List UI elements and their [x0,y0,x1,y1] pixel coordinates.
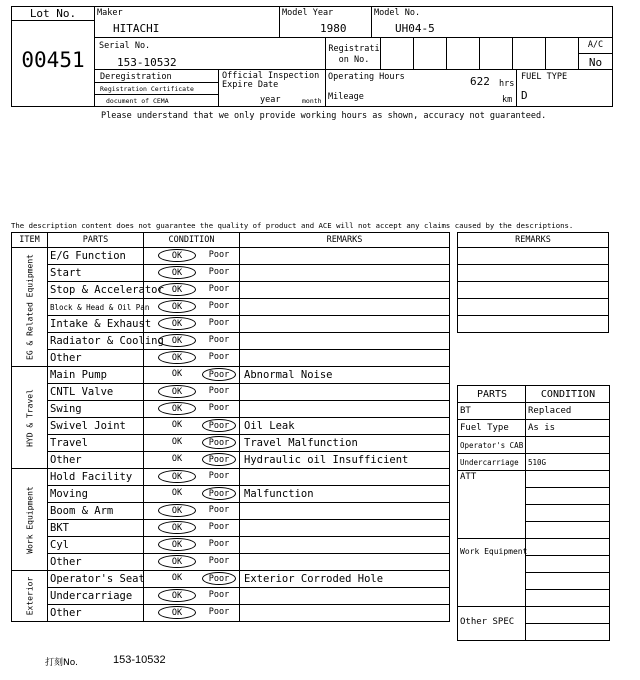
lot-label: Lot No. [29,7,77,20]
right-col-parts: PARTS [458,386,526,403]
stamp-value: 153-10532 [113,654,166,666]
poor-option: Poor [208,505,230,515]
ok-option: OK [158,317,196,330]
category-cell [12,469,48,571]
right-part-condition [526,437,610,454]
table-row [12,435,450,452]
part-name: Other [48,452,144,469]
table-row [12,605,450,622]
part-name: Other [48,554,144,571]
poor-option: Poor [208,386,230,396]
condition-cell [144,248,240,265]
condition-cell [144,554,240,571]
right-block-label: ATT [458,471,526,539]
divider [94,69,613,70]
category-label: EG & Related Equipment [25,254,34,360]
poor-option: Poor [208,471,230,481]
right-col-condition: CONDITION [526,386,610,403]
ok-option: OK [171,454,183,464]
right-parts-row [458,607,610,624]
model-no-label: Model No. [374,8,421,18]
condition-table [11,232,450,622]
remark-cell [240,282,450,299]
poor-option: Poor [202,368,236,381]
table-row [12,537,450,554]
divider [371,6,372,37]
ok-option: OK [158,249,196,262]
ok-option: OK [171,437,183,447]
table-row [12,282,450,299]
poor-option: Poor [208,267,230,277]
right-part-name: Operator's CAB [458,437,526,454]
disclaimer: The description content does not guarantee the quality of product and ACE will not accept any claims caused by the descriptions. [11,221,574,230]
part-name: Stop & Accelerator [48,282,144,299]
divider [94,82,218,83]
right-part-name: Undercarriage [458,454,526,471]
remark-cell [240,588,450,605]
serial-value: 153-10532 [117,56,177,69]
condition-cell [144,350,240,367]
right-part-condition [526,539,610,556]
condition-cell [144,316,240,333]
ok-option: OK [158,334,196,347]
divider [218,69,219,107]
accuracy-notice: Please understand that we only provide working hours as shown, accuracy not guaranteed. [101,111,547,121]
hrs-label: hrs [499,79,515,89]
remark-cell [240,503,450,520]
registration-certificate-label: Registration Certificate [100,85,194,93]
part-name: Other [48,350,144,367]
part-name: Moving [48,486,144,503]
fuel-type-label: FUEL TYPE [521,72,568,82]
table-row [12,588,450,605]
right-remarks-body [458,248,609,333]
table-row [12,316,450,333]
right-remarks-table [457,232,609,333]
category-cell [12,571,48,622]
table-body [12,248,450,622]
remark-cell [240,248,450,265]
part-name: Other [48,605,144,622]
ac-value: No [588,56,603,69]
remark-cell [240,520,450,537]
divider [479,37,480,69]
poor-option: Poor [208,301,230,311]
ac-label: A/C [587,40,604,50]
condition-cell [144,384,240,401]
ok-option: OK [158,521,196,534]
condition-cell [144,503,240,520]
right-parts-row [458,539,610,556]
divider [279,6,280,37]
category-label: HYD & Travel [25,388,34,447]
divider [11,20,95,21]
col-item: ITEM [12,233,48,248]
serial-label: Serial No. [99,41,151,51]
model-year-label: Model Year [282,8,334,18]
category-label: Work Equipment [25,485,34,554]
part-name: Travel [48,435,144,452]
poor-option: Poor [202,436,236,449]
category-cell [12,367,48,469]
ok-option: OK [158,351,196,364]
mileage-label: Mileage [328,92,364,102]
ok-option: OK [171,573,183,583]
table-row [12,452,450,469]
remark-cell [240,401,450,418]
table-row [12,350,450,367]
table-row [12,469,450,486]
right-part-name: Fuel Type [458,420,526,437]
remark-cell [240,605,450,622]
right-remarks-row [458,282,609,299]
divider [94,94,218,95]
category-label: Exterior [25,576,34,616]
poor-option: Poor [208,522,230,532]
poor-option: Poor [208,539,230,549]
right-remarks-cell [458,316,609,333]
part-name: Intake & Exhaust [48,316,144,333]
right-block-label: Other SPEC [458,607,526,641]
right-remarks-row [458,316,609,333]
right-part-condition [526,488,610,505]
poor-option: Poor [208,318,230,328]
lot-number: 00451 [21,48,85,72]
divider [413,37,414,69]
condition-cell [144,418,240,435]
poor-option: Poor [208,284,230,294]
part-name: BKT [48,520,144,537]
category-cell [12,248,48,367]
right-parts-table [457,385,610,641]
condition-cell [144,367,240,384]
condition-cell [144,435,240,452]
ok-option: OK [171,420,183,430]
divider [512,37,513,69]
maker-label: Maker [97,8,123,18]
condition-cell [144,401,240,418]
part-name: Swing [48,401,144,418]
right-part-condition [526,522,610,539]
condition-cell [144,537,240,554]
inspection-label-2: Expire Date [222,80,279,90]
remark-cell [240,299,450,316]
remark-cell [240,333,450,350]
poor-option: Poor [208,403,230,413]
right-remarks-header: REMARKS [458,233,609,248]
table-row [12,299,450,316]
poor-option: Poor [208,607,230,617]
remark-cell [240,384,450,401]
right-part-condition: As is [526,420,610,437]
model-year-value: 1980 [320,22,347,35]
remark-cell: Hydraulic oil Insufficient [240,452,450,469]
ok-option: OK [158,402,196,415]
right-remarks-cell [458,282,609,299]
operating-hours-value: 622 [470,75,490,88]
remark-cell [240,316,450,333]
right-remarks-cell [458,265,609,282]
right-remarks-row [458,265,609,282]
remark-cell [240,537,450,554]
part-name: Undercarriage [48,588,144,605]
poor-option: Poor [208,556,230,566]
remark-cell [240,554,450,571]
ok-option: OK [158,266,196,279]
cema-label: document of CEMA [106,97,169,105]
right-parts-body [458,403,610,641]
part-name: Swivel Joint [48,418,144,435]
ok-option: OK [158,589,196,602]
part-name: Start [48,265,144,282]
poor-option: Poor [202,453,236,466]
part-name: Operator's Seat [48,571,144,588]
table-row [12,367,450,384]
right-parts-row [458,454,610,471]
remark-cell [240,265,450,282]
table-row [12,554,450,571]
divider [94,37,613,38]
poor-option: Poor [208,352,230,362]
right-part-condition [526,573,610,590]
table-row [12,418,450,435]
part-name: E/G Function [48,248,144,265]
part-name: Radiator & Cooling [48,333,144,350]
ok-option: OK [158,385,196,398]
month-label: month [302,97,322,105]
table-row [12,486,450,503]
stamp-label: 打刻No. [45,658,78,668]
fuel-type-value: D [521,89,528,102]
table-header-row [12,233,450,248]
col-parts: PARTS [48,233,144,248]
divider [380,37,381,69]
ok-option: OK [158,606,196,619]
ok-option: OK [171,369,183,379]
deregistration-label: Deregistration [100,72,172,82]
col-condition: CONDITION [144,233,240,248]
part-name: Block & Head & Oil Pan [48,299,144,316]
ok-option: OK [158,555,196,568]
right-parts-row [458,471,610,488]
condition-cell [144,469,240,486]
remark-cell: Oil Leak [240,418,450,435]
divider [325,37,326,107]
condition-cell [144,520,240,537]
table-row [12,520,450,537]
part-name: Cyl [48,537,144,554]
table-row [12,503,450,520]
right-remarks-cell [458,299,609,316]
divider [578,53,613,54]
table-row [12,265,450,282]
condition-cell [144,333,240,350]
poor-option: Poor [208,250,230,260]
right-part-condition [526,607,610,624]
remark-cell: Travel Malfunction [240,435,450,452]
condition-cell [144,265,240,282]
right-part-condition: 510G [526,454,610,471]
ok-option: OK [158,538,196,551]
right-remarks-row [458,248,609,265]
condition-cell [144,282,240,299]
right-parts-row [458,403,610,420]
right-block-label: Work Equipment [458,539,526,607]
ok-option: OK [158,504,196,517]
ok-option: OK [158,470,196,483]
table-row [12,384,450,401]
condition-cell [144,299,240,316]
table-row [12,248,450,265]
part-name: CNTL Valve [48,384,144,401]
poor-option: Poor [202,419,236,432]
registration-label: Registrati [328,44,380,54]
km-label: km [502,95,513,105]
right-parts-row [458,420,610,437]
part-name: Boom & Arm [48,503,144,520]
right-part-name: BT [458,403,526,420]
model-no-value: UH04-5 [395,22,435,35]
poor-option: Poor [202,487,236,500]
divider [516,69,517,107]
table-row [12,401,450,418]
ok-option: OK [158,283,196,296]
remark-cell: Abnormal Noise [240,367,450,384]
right-part-condition [526,471,610,488]
condition-cell [144,486,240,503]
right-remarks-cell [458,248,609,265]
poor-option: Poor [202,572,236,585]
maker-value: HITACHI [113,22,160,35]
ok-option: OK [171,488,183,498]
condition-cell [144,588,240,605]
table-row [12,571,450,588]
condition-cell [144,452,240,469]
divider [545,37,546,69]
poor-option: Poor [208,590,230,600]
remark-cell: Exterior Corroded Hole [240,571,450,588]
right-part-condition: Replaced [526,403,610,420]
remark-cell [240,469,450,486]
right-parts-row [458,437,610,454]
poor-option: Poor [208,335,230,345]
part-name: Main Pump [48,367,144,384]
registration-label-2: on No. [338,55,370,65]
year-label: year [260,95,281,105]
right-part-condition [526,556,610,573]
col-remarks: REMARKS [240,233,450,248]
part-name: Hold Facility [48,469,144,486]
condition-cell [144,571,240,588]
right-part-condition [526,624,610,641]
table-row [12,333,450,350]
divider [446,37,447,69]
condition-cell [144,605,240,622]
remark-cell [240,350,450,367]
right-remarks-row [458,299,609,316]
right-part-condition [526,505,610,522]
right-part-condition [526,590,610,607]
remark-cell: Malfunction [240,486,450,503]
operating-hours-label: Operating Hours [328,72,405,82]
inspection-label: Official Inspection [222,71,320,81]
ok-option: OK [158,300,196,313]
